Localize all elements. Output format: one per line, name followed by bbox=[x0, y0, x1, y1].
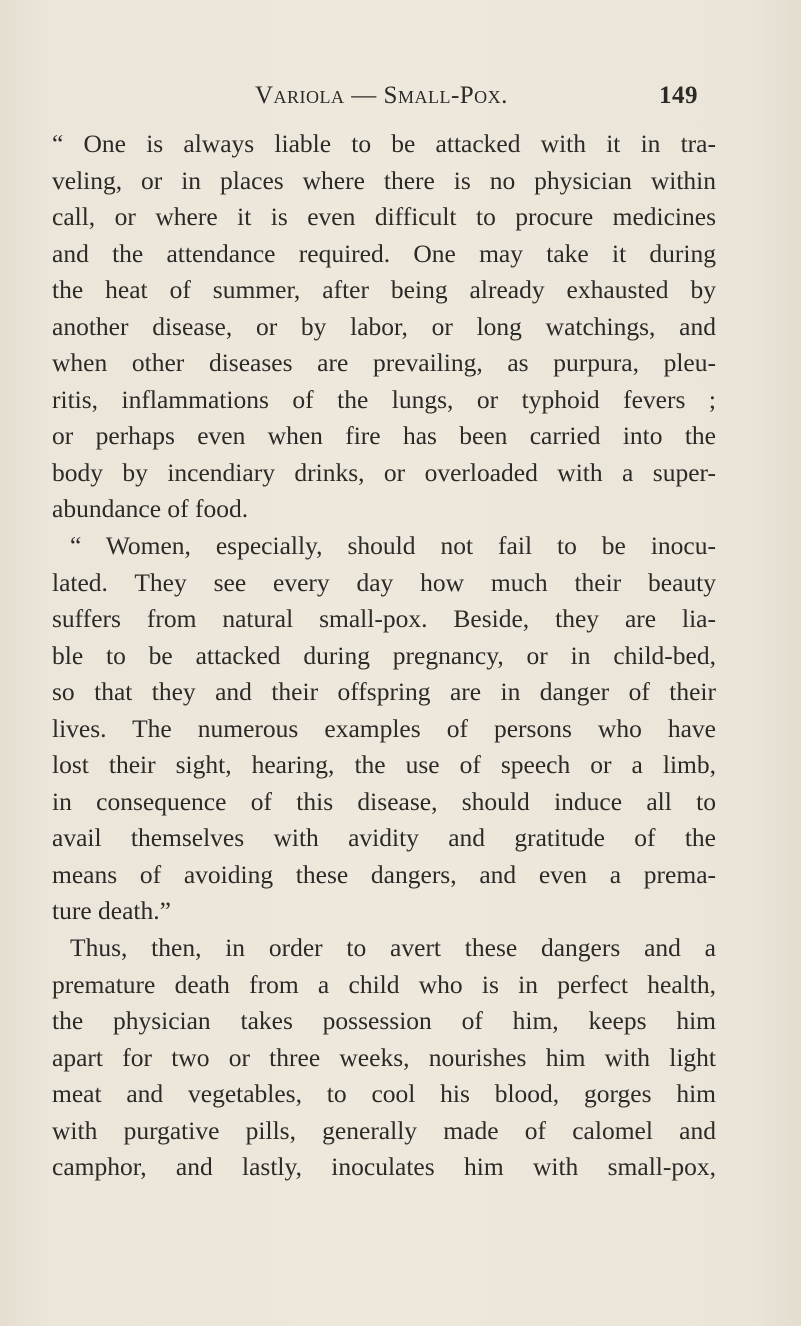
text-line: so that they and their offspring are in danger of their bbox=[52, 677, 716, 707]
text-line: “ Women, especially, should not fail to be inocu- bbox=[70, 531, 716, 561]
text-line: when other diseases are prevailing, as purpura, pleu- bbox=[52, 348, 716, 378]
text-line: lost their sight, hearing, the use of speech or a limb, bbox=[52, 750, 716, 780]
text-line: call, or where it is even difficult to procure medicines bbox=[52, 202, 716, 232]
text-line: ble to be attacked during pregnancy, or in child-bed, bbox=[52, 640, 716, 670]
text-line: in consequence of this disease, should induce all to bbox=[52, 786, 716, 816]
text-line: ritis, inflammations of the lungs, or typhoid fevers ; bbox=[52, 384, 716, 414]
text-line: with purgative pills, generally made of calomel and bbox=[52, 1115, 716, 1145]
running-head bbox=[255, 82, 715, 122]
text-line: “ One is always liable to be attacked with it in tra- bbox=[52, 129, 716, 158]
text-line: premature death from a child who is in perfect health, bbox=[52, 969, 716, 999]
text-line: body by incendiary drinks, or overloaded with a super- bbox=[52, 457, 716, 487]
text-line: suffers from natural small-pox. Beside, they are lia- bbox=[52, 604, 716, 634]
text-line: the physician takes possession of him, keeps him bbox=[52, 1006, 716, 1036]
text-line: or perhaps even when fire has been carried into the bbox=[52, 421, 716, 451]
text-line: camphor, and lastly, inoculates him with small-pox, bbox=[52, 1152, 716, 1182]
text-line: ture death.” bbox=[52, 896, 171, 926]
text-line: means of avoiding these dangers, and even a prema- bbox=[52, 859, 716, 889]
text-line: abundance of food. bbox=[52, 494, 249, 524]
text-line: meat and vegetables, to cool his blood, gorges him bbox=[52, 1079, 716, 1109]
body-text bbox=[52, 126, 716, 1186]
text-line: veling, or in places where there is no physician within bbox=[52, 165, 716, 195]
running-head-title: Variola — Small-Pox. bbox=[255, 82, 508, 109]
text-line: apart for two or three weeks, nourishes him with light bbox=[52, 1042, 716, 1072]
text-line: the heat of summer, after being already exhausted by bbox=[52, 275, 716, 305]
text-line: lives. The numerous examples of persons who have bbox=[52, 713, 716, 743]
text-line: Thus, then, in order to avert these dangers and a bbox=[70, 933, 716, 963]
text-line: and the attendance required. One may take it during bbox=[52, 238, 716, 268]
page-number: 149 bbox=[659, 82, 698, 109]
text-line: avail themselves with avidity and gratitude of the bbox=[52, 823, 716, 853]
text-line: another disease, or by labor, or long watchings, and bbox=[52, 311, 716, 341]
text-line: lated. They see every day how much their beauty bbox=[52, 567, 716, 597]
